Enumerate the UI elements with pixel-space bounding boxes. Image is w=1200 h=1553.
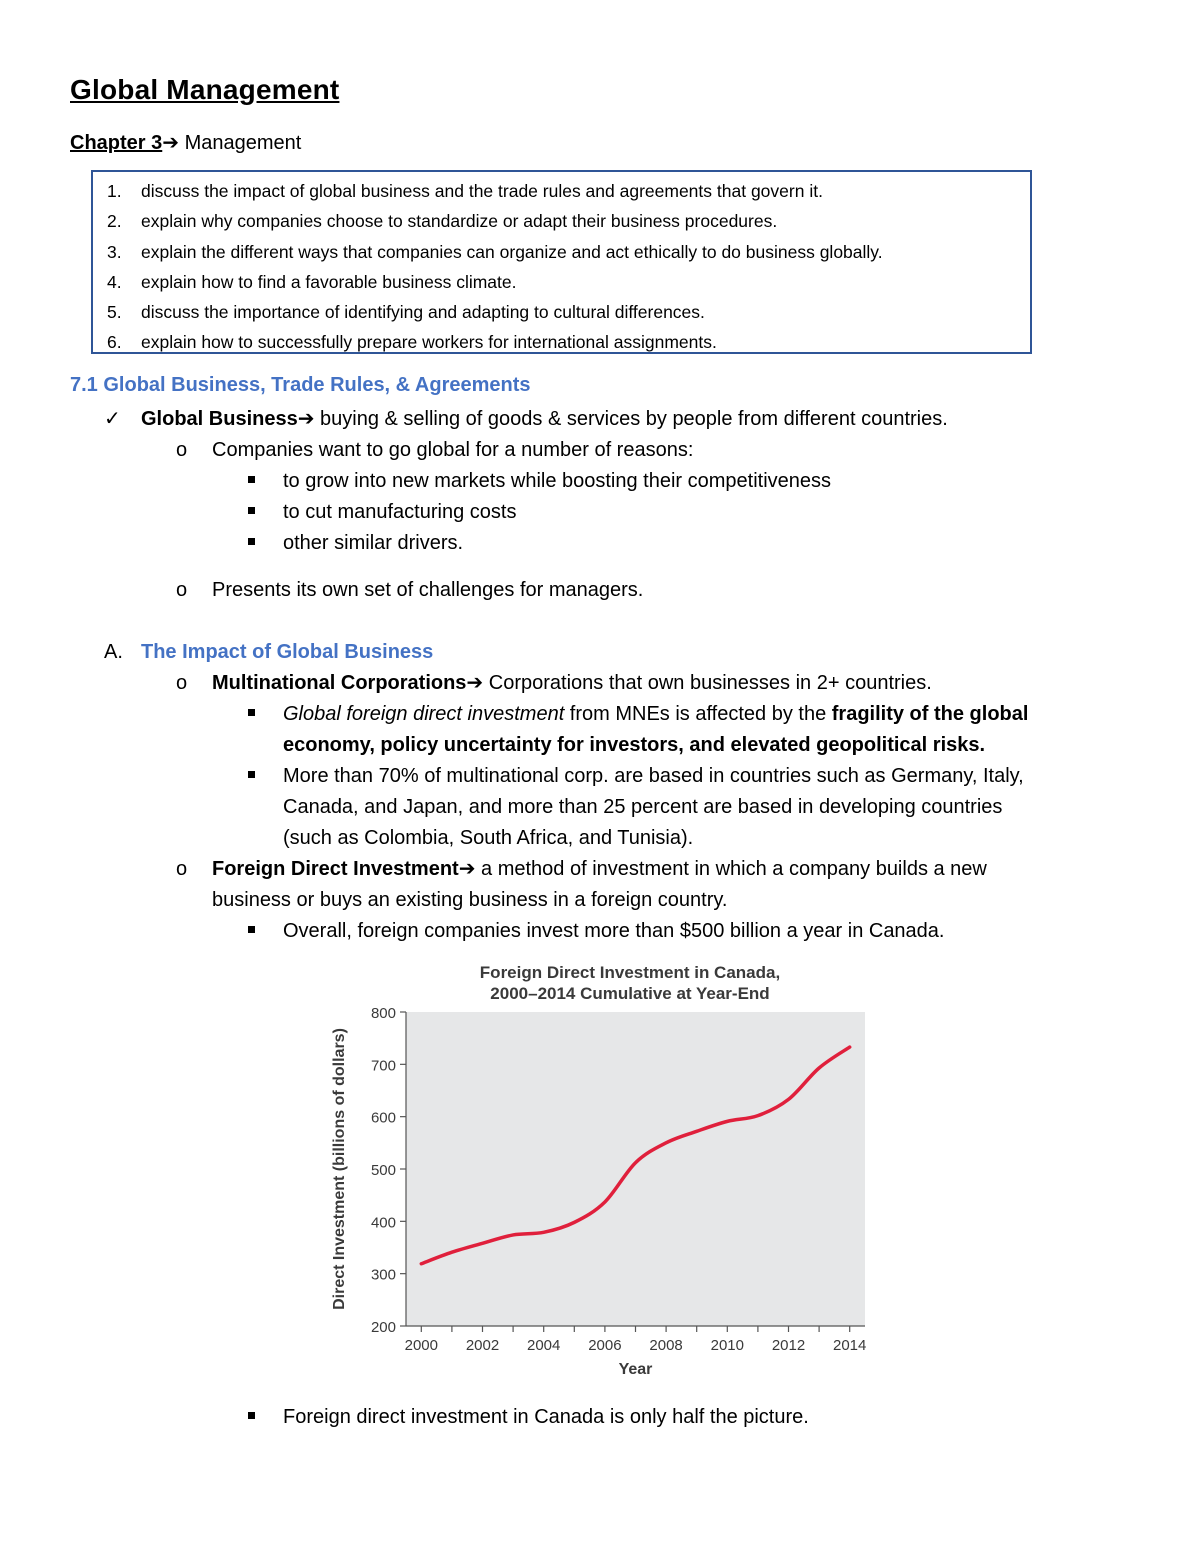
half-picture-note: Foreign direct investment in Canada is only half the picture. xyxy=(283,1406,809,1428)
y-tick-label: 200 xyxy=(370,1319,396,1336)
fdi-factors-line-2: economy, policy uncertainty for investors, and elevated geopolitical risks. xyxy=(283,734,986,756)
check-icon: ✓ xyxy=(104,408,121,430)
y-axis-label: Direct Investment (billions of dollars) xyxy=(331,1028,348,1310)
x-tick-label: 2004 xyxy=(527,1337,561,1354)
page-title: Global Management xyxy=(70,74,340,105)
fdi-bold-1: fragility of the global xyxy=(831,703,1029,725)
fdi-definition-line-1 xyxy=(212,855,987,883)
objective-text: explain how to find a favorable business climate. xyxy=(141,271,517,292)
chart-title-line-1: Foreign Direct Investment in Canada, xyxy=(479,963,781,982)
y-tick-label: 600 xyxy=(370,1109,396,1127)
challenges-note: Presents its own set of challenges for managers. xyxy=(212,579,644,601)
objective-item xyxy=(93,327,1030,357)
reason-item: to grow into new markets while boosting their competitiveness xyxy=(283,470,832,492)
fdi-def-1: a method of investment in which a company builds a new xyxy=(475,858,987,880)
objective-item xyxy=(93,267,1030,297)
mnc-stat-line-2: Canada, and Japan, and more than 25 percent are based in developing countries xyxy=(283,796,1003,818)
x-tick-label: 2010 xyxy=(710,1337,744,1354)
objective-number: 1. xyxy=(107,181,122,201)
y-tick-label: 800 xyxy=(370,1005,396,1022)
objective-number: 3. xyxy=(107,241,122,262)
x-tick-label: 2014 xyxy=(833,1337,867,1354)
square-bullet-icon xyxy=(248,771,255,778)
fdi-term: Foreign Direct Investment➔ xyxy=(212,858,476,880)
mnc-stat-line-3: (such as Colombia, South Africa, and Tunisia). xyxy=(283,827,694,849)
chapter-label: Chapter 3 xyxy=(70,132,163,154)
mnc-stat-line-1: More than 70% of multinational corp. are based in countries such as Germany, Italy, xyxy=(283,765,1024,787)
square-bullet-icon xyxy=(248,926,255,933)
square-bullet-icon xyxy=(248,709,255,716)
y-tick-label: 400 xyxy=(370,1214,396,1232)
reasons-intro: Companies want to go global for a number of reasons: xyxy=(212,439,694,461)
plot-area xyxy=(406,1012,865,1326)
circle-bullet-icon: o xyxy=(176,858,188,880)
y-tick-label: 500 xyxy=(370,1162,396,1179)
objective-item xyxy=(93,297,1030,327)
section-a-heading: The Impact of Global Business xyxy=(141,641,434,663)
square-bullet-icon xyxy=(248,538,255,545)
learning-objectives-box xyxy=(91,170,1032,354)
x-axis-label: Year xyxy=(618,1361,653,1378)
mnc-definition xyxy=(212,669,932,697)
objective-text: explain the different ways that companies can organize and act ethically to do business globally. xyxy=(141,241,883,262)
y-tick-label: 300 xyxy=(370,1266,396,1284)
x-tick-label: 2012 xyxy=(771,1337,806,1354)
objectives-list xyxy=(93,176,1030,358)
fdi-italic: Global foreign direct investment xyxy=(283,703,565,725)
mnc-def: Corporations that own businesses in 2+ countries. xyxy=(483,672,932,694)
fdi-definition-line-2: business or buys an existing business in a foreign country. xyxy=(212,889,728,911)
objective-item xyxy=(93,176,1030,206)
reason-item: other similar drivers. xyxy=(283,532,464,554)
circle-bullet-icon: o xyxy=(176,672,188,694)
fdi-canada-note: Overall, foreign companies invest more than $500 billion a year in Canada. xyxy=(283,920,945,942)
objective-item xyxy=(93,237,1030,267)
fdi-mid: from MNEs is affected by the xyxy=(564,703,832,725)
chapter-topic: Management xyxy=(179,132,302,154)
section-heading-7-1: 7.1 Global Business, Trade Rules, & Agreements xyxy=(70,374,531,396)
fdi-chart-svg xyxy=(320,958,890,1388)
objective-number: 2. xyxy=(107,211,122,232)
x-tick-label: 2002 xyxy=(465,1337,500,1354)
objective-item xyxy=(93,206,1030,236)
y-tick-label: 700 xyxy=(370,1057,396,1075)
global-business-def: buying & selling of goods & services by people from different countries. xyxy=(314,408,948,430)
square-bullet-icon xyxy=(248,476,255,483)
objective-text: discuss the importance of identifying and adapting to cultural differences. xyxy=(141,302,705,323)
x-tick-label: 2006 xyxy=(588,1337,622,1354)
objective-number: 5. xyxy=(107,302,122,323)
section-a-letter: A. xyxy=(104,641,123,663)
fdi-factors-line-1 xyxy=(283,700,1028,728)
square-bullet-icon xyxy=(248,507,255,514)
reason-item: to cut manufacturing costs xyxy=(283,501,517,523)
objective-text: explain how to successfully prepare workers for international assignments. xyxy=(141,332,717,353)
chart-title-line-2: 2000–2014 Cumulative at Year-End xyxy=(490,984,770,1003)
fdi-chart xyxy=(320,958,890,1388)
global-business-definition xyxy=(141,405,948,433)
square-bullet-icon xyxy=(248,1412,255,1419)
circle-bullet-icon: o xyxy=(176,439,188,461)
mnc-term: Multinational Corporations➔ xyxy=(212,672,484,694)
x-tick-label: 2008 xyxy=(649,1337,683,1354)
global-business-term: Global Business➔ xyxy=(141,408,315,430)
chapter-line xyxy=(70,130,301,155)
arrow-icon: ➔ xyxy=(162,132,180,154)
circle-bullet-icon: o xyxy=(176,579,188,601)
objective-number: 6. xyxy=(107,332,122,353)
x-tick-label: 2000 xyxy=(404,1337,438,1354)
objective-text: discuss the impact of global business and the trade rules and agreements that govern it. xyxy=(141,181,823,201)
objective-number: 4. xyxy=(107,271,122,292)
objective-text: explain why companies choose to standardize or adapt their business procedures. xyxy=(141,211,778,232)
